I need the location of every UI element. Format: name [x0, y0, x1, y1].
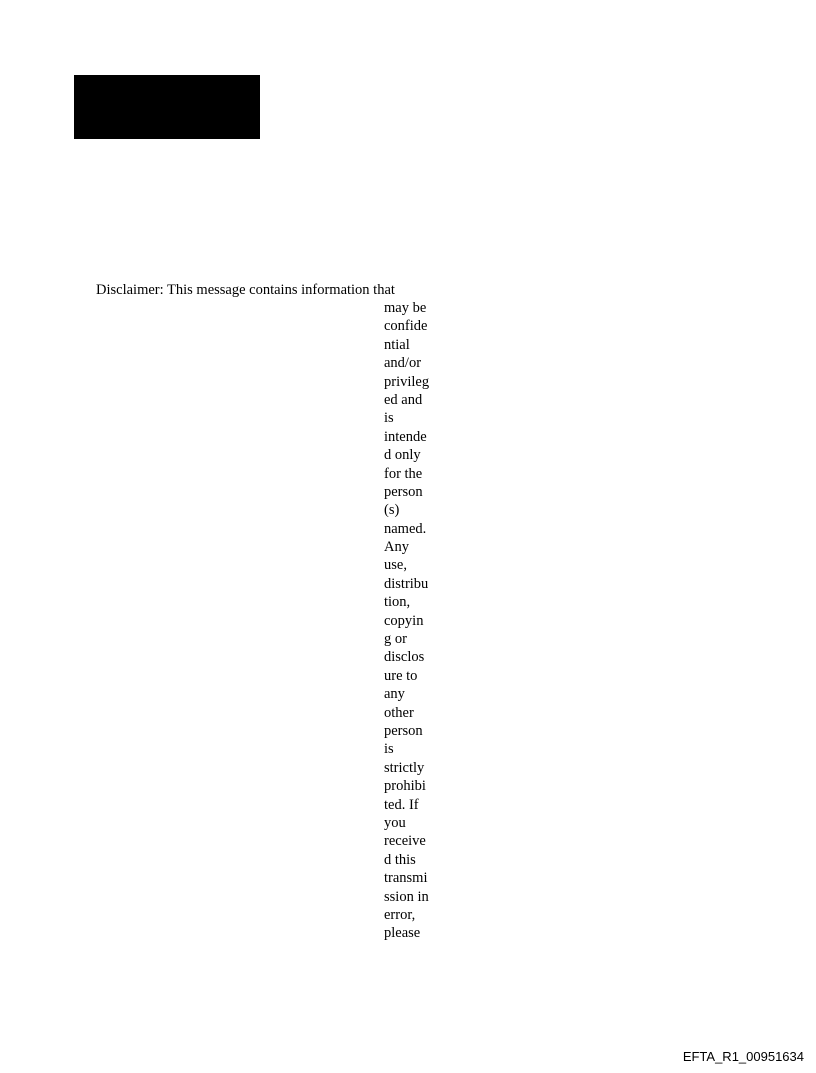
disclaimer-line: you [384, 814, 406, 831]
disclaimer-line: distribu [384, 575, 429, 592]
disclaimer-line: prohibi [384, 778, 426, 795]
disclaimer-line: ssion in [384, 888, 429, 905]
disclaimer-line: g or [384, 631, 407, 648]
disclaimer-line: confide [384, 318, 428, 335]
disclaimer-line: d only [384, 447, 421, 464]
disclaimer-line: may be [384, 300, 427, 316]
disclaimer-line: person [384, 722, 423, 739]
redaction-block [74, 75, 260, 139]
disclaimer-line: ted. If [384, 796, 419, 813]
disclaimer-line: ed and [384, 391, 423, 408]
disclaimer-line: use, [384, 557, 407, 574]
disclaimer-line: please [384, 925, 421, 942]
disclaimer-line: transmi [384, 870, 428, 887]
disclaimer-line: is [384, 410, 394, 427]
disclaimer-line: d this [384, 851, 416, 868]
disclaimer-line: named. [384, 520, 427, 537]
disclaimer-line: disclos [384, 649, 425, 666]
disclaimer-line: other [384, 704, 414, 721]
disclaimer-line: intende [384, 428, 427, 445]
disclaimer-wrapped-column [384, 299, 429, 943]
disclaimer-line: ure to [384, 667, 418, 684]
disclaimer-line: tion, [384, 594, 411, 611]
disclaimer-line: ntial [384, 336, 410, 353]
disclaimer-line: any [384, 686, 405, 703]
document-id: EFTA_R1_00951634 [682, 1049, 804, 1064]
disclaimer-line: receive [384, 833, 426, 850]
disclaimer-line: copyin [384, 612, 424, 629]
disclaimer-line: is [384, 741, 394, 758]
disclaimer-line: (s) [384, 502, 400, 519]
disclaimer-line: and/or [384, 355, 422, 372]
disclaimer-line: privileg [384, 373, 430, 390]
disclaimer-first-line: Disclaimer: This message contains information that [96, 282, 395, 298]
disclaimer-line: error, [384, 906, 416, 923]
disclaimer-line: for the [384, 465, 423, 482]
disclaimer-line: strictly [384, 759, 425, 776]
disclaimer-line: person [384, 483, 423, 500]
disclaimer-line: Any [384, 539, 409, 556]
